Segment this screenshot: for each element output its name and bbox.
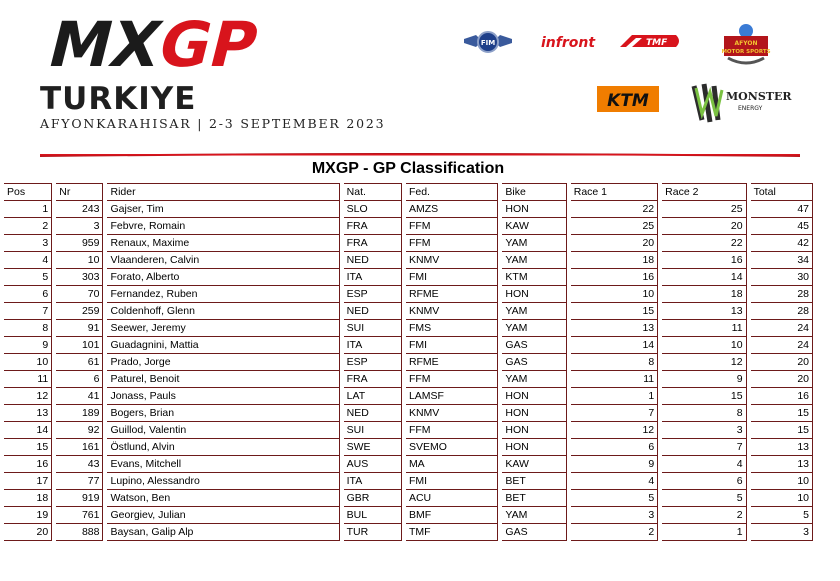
row-nat: FRA xyxy=(344,371,402,388)
row-race1: 16 xyxy=(571,269,658,286)
infront-logo-icon xyxy=(540,33,594,51)
row-pos: 1 xyxy=(4,201,52,218)
row-race1: 15 xyxy=(571,303,658,320)
row-bike: GAS xyxy=(502,354,566,371)
row-rider: Febvre, Romain xyxy=(107,218,339,235)
row-race1: 14 xyxy=(571,337,658,354)
table-row xyxy=(4,490,813,507)
row-race1: 2 xyxy=(571,524,658,541)
row-fed: RFME xyxy=(406,286,498,303)
col-header-bike: Bike xyxy=(502,183,566,201)
row-rider: Bogers, Brian xyxy=(107,405,339,422)
svg-text:MOTOR SPORTS: MOTOR SPORTS xyxy=(721,49,771,55)
row-race2: 1 xyxy=(662,524,746,541)
row-nat: LAT xyxy=(344,388,402,405)
svg-text:ENERGY: ENERGY xyxy=(738,105,763,112)
row-total: 34 xyxy=(751,252,813,269)
row-race2: 7 xyxy=(662,439,746,456)
row-pos: 16 xyxy=(4,456,52,473)
row-race2: 2 xyxy=(662,507,746,524)
row-total: 16 xyxy=(751,388,813,405)
row-nat: NED xyxy=(344,405,402,422)
row-fed: SVEMO xyxy=(406,439,498,456)
row-nr: 959 xyxy=(56,235,103,252)
row-fed: FMS xyxy=(406,320,498,337)
svg-text:MONSTER: MONSTER xyxy=(726,90,792,103)
row-race1: 10 xyxy=(571,286,658,303)
row-pos: 17 xyxy=(4,473,52,490)
row-race2: 11 xyxy=(662,320,746,337)
row-nr: 101 xyxy=(56,337,103,354)
row-total: 15 xyxy=(751,405,813,422)
row-race2: 4 xyxy=(662,456,746,473)
row-nat: NED xyxy=(344,252,402,269)
row-rider: Vlaanderen, Calvin xyxy=(107,252,339,269)
row-race2: 14 xyxy=(662,269,746,286)
row-race2: 5 xyxy=(662,490,746,507)
row-pos: 19 xyxy=(4,507,52,524)
row-race2: 15 xyxy=(662,388,746,405)
col-header-nr: Nr xyxy=(56,183,103,201)
row-bike: GAS xyxy=(502,337,566,354)
row-total: 28 xyxy=(751,286,813,303)
row-bike: GAS xyxy=(502,524,566,541)
row-total: 42 xyxy=(751,235,813,252)
row-race1: 13 xyxy=(571,320,658,337)
row-race1: 8 xyxy=(571,354,658,371)
row-pos: 5 xyxy=(4,269,52,286)
row-nr: 243 xyxy=(56,201,103,218)
row-nat: GBR xyxy=(344,490,402,507)
table-row xyxy=(4,320,813,337)
document-title: MXGP - GP Classification xyxy=(311,160,505,177)
row-nr: 10 xyxy=(56,252,103,269)
col-header-race2: Race 2 xyxy=(662,183,746,201)
row-pos: 7 xyxy=(4,303,52,320)
row-pos: 11 xyxy=(4,371,52,388)
row-bike: HON xyxy=(502,439,566,456)
row-fed: FFM xyxy=(406,422,498,439)
row-pos: 3 xyxy=(4,235,52,252)
row-total: 24 xyxy=(751,337,813,354)
row-bike: BET xyxy=(502,490,566,507)
col-header-fed: Fed. xyxy=(406,183,498,201)
monster-logo-icon xyxy=(690,80,792,128)
row-rider: Jonass, Pauls xyxy=(107,388,339,405)
row-bike: BET xyxy=(502,473,566,490)
row-nat: ITA xyxy=(344,337,402,354)
row-pos: 15 xyxy=(4,439,52,456)
table-header-row xyxy=(4,183,813,201)
row-bike: YAM xyxy=(502,371,566,388)
row-fed: FFM xyxy=(406,218,498,235)
row-bike: HON xyxy=(502,201,566,218)
row-bike: YAM xyxy=(502,320,566,337)
row-total: 10 xyxy=(751,473,813,490)
table-row xyxy=(4,371,813,388)
row-race1: 1 xyxy=(571,388,658,405)
row-total: 5 xyxy=(751,507,813,524)
row-race2: 18 xyxy=(662,286,746,303)
row-pos: 10 xyxy=(4,354,52,371)
row-pos: 12 xyxy=(4,388,52,405)
row-pos: 14 xyxy=(4,422,52,439)
row-pos: 18 xyxy=(4,490,52,507)
row-nr: 3 xyxy=(56,218,103,235)
row-fed: TMF xyxy=(406,524,498,541)
row-bike: YAM xyxy=(502,235,566,252)
svg-text:AFYON: AFYON xyxy=(734,40,758,47)
ktm-logo-icon xyxy=(597,86,659,112)
table-row xyxy=(4,252,813,269)
table-row xyxy=(4,218,813,235)
row-bike: KTM xyxy=(502,269,566,286)
row-rider: Renaux, Maxime xyxy=(107,235,339,252)
table-row xyxy=(4,422,813,439)
row-nat: SUI xyxy=(344,422,402,439)
row-fed: ACU xyxy=(406,490,498,507)
row-rider: Fernandez, Ruben xyxy=(107,286,339,303)
row-race1: 11 xyxy=(571,371,658,388)
row-race1: 25 xyxy=(571,218,658,235)
row-fed: FFM xyxy=(406,371,498,388)
row-nr: 41 xyxy=(56,388,103,405)
row-total: 45 xyxy=(751,218,813,235)
row-race1: 9 xyxy=(571,456,658,473)
row-pos: 8 xyxy=(4,320,52,337)
row-nr: 919 xyxy=(56,490,103,507)
row-race2: 13 xyxy=(662,303,746,320)
row-rider: Guillod, Valentin xyxy=(107,422,339,439)
row-nr: 43 xyxy=(56,456,103,473)
row-nat: ESP xyxy=(344,354,402,371)
row-fed: RFME xyxy=(406,354,498,371)
row-race2: 6 xyxy=(662,473,746,490)
svg-text:KTM: KTM xyxy=(607,91,649,111)
row-total: 30 xyxy=(751,269,813,286)
row-nat: ESP xyxy=(344,286,402,303)
row-nr: 761 xyxy=(56,507,103,524)
row-rider: Paturel, Benoit xyxy=(107,371,339,388)
row-total: 15 xyxy=(751,422,813,439)
row-race1: 3 xyxy=(571,507,658,524)
row-race1: 7 xyxy=(571,405,658,422)
col-header-pos: Pos xyxy=(4,183,52,201)
row-race1: 20 xyxy=(571,235,658,252)
table-row xyxy=(4,269,813,286)
mxgp-logo-mx: MX xyxy=(41,8,169,81)
row-nat: NED xyxy=(344,303,402,320)
row-race2: 22 xyxy=(662,235,746,252)
row-nat: SUI xyxy=(344,320,402,337)
table-row xyxy=(4,456,813,473)
row-nat: ITA xyxy=(344,269,402,286)
row-race1: 12 xyxy=(571,422,658,439)
header-swoosh xyxy=(40,148,800,160)
row-race2: 16 xyxy=(662,252,746,269)
fim-logo-icon xyxy=(462,30,514,56)
row-rider: Gajser, Tim xyxy=(107,201,339,218)
row-rider: Watson, Ben xyxy=(107,490,339,507)
row-pos: 4 xyxy=(4,252,52,269)
row-nat: SLO xyxy=(344,201,402,218)
row-bike: HON xyxy=(502,405,566,422)
row-nat: BUL xyxy=(344,507,402,524)
row-total: 3 xyxy=(751,524,813,541)
mxgp-logo-gp: GP xyxy=(151,8,266,81)
col-header-nat: Nat. xyxy=(344,183,402,201)
row-fed: LAMSF xyxy=(406,388,498,405)
row-nr: 61 xyxy=(56,354,103,371)
table-row xyxy=(4,473,813,490)
event-name: TURKIYE xyxy=(40,81,197,117)
table-row xyxy=(4,235,813,252)
event-subtitle: AFYONKARAHISAR | 2-3 SEPTEMBER 2023 xyxy=(40,116,386,131)
row-rider: Baysan, Galip Alp xyxy=(107,524,339,541)
row-rider: Guadagnini, Mattia xyxy=(107,337,339,354)
row-total: 13 xyxy=(751,439,813,456)
table-row xyxy=(4,524,813,541)
table-row xyxy=(4,388,813,405)
row-race1: 18 xyxy=(571,252,658,269)
table-row xyxy=(4,286,813,303)
row-nr: 77 xyxy=(56,473,103,490)
row-rider: Östlund, Alvin xyxy=(107,439,339,456)
row-total: 20 xyxy=(751,354,813,371)
row-total: 10 xyxy=(751,490,813,507)
page-header xyxy=(0,0,840,160)
svg-text:infront: infront xyxy=(541,35,596,51)
col-header-race1: Race 1 xyxy=(571,183,658,201)
row-fed: KNMV xyxy=(406,405,498,422)
row-total: 13 xyxy=(751,456,813,473)
row-rider: Evans, Mitchell xyxy=(107,456,339,473)
row-fed: FFM xyxy=(406,235,498,252)
row-nat: TUR xyxy=(344,524,402,541)
row-fed: KNMV xyxy=(406,252,498,269)
row-nr: 259 xyxy=(56,303,103,320)
row-bike: HON xyxy=(502,388,566,405)
row-race1: 22 xyxy=(571,201,658,218)
row-bike: YAM xyxy=(502,507,566,524)
table-row xyxy=(4,354,813,371)
row-race2: 9 xyxy=(662,371,746,388)
row-fed: AMZS xyxy=(406,201,498,218)
row-pos: 2 xyxy=(4,218,52,235)
row-race1: 5 xyxy=(571,490,658,507)
mxgp-logo xyxy=(40,8,270,81)
table-row xyxy=(4,201,813,218)
row-total: 47 xyxy=(751,201,813,218)
col-header-total: Total xyxy=(751,183,813,201)
row-nr: 6 xyxy=(56,371,103,388)
row-race2: 8 xyxy=(662,405,746,422)
row-race2: 3 xyxy=(662,422,746,439)
row-bike: HON xyxy=(502,422,566,439)
table-row xyxy=(4,337,813,354)
row-pos: 13 xyxy=(4,405,52,422)
row-total: 20 xyxy=(751,371,813,388)
row-race1: 6 xyxy=(571,439,658,456)
svg-text:TMF: TMF xyxy=(646,38,668,48)
row-nr: 303 xyxy=(56,269,103,286)
row-fed: KNMV xyxy=(406,303,498,320)
row-bike: YAM xyxy=(502,303,566,320)
row-total: 24 xyxy=(751,320,813,337)
row-fed: FMI xyxy=(406,269,498,286)
mxgp-logo-icon xyxy=(40,8,270,81)
row-nr: 888 xyxy=(56,524,103,541)
row-bike: KAW xyxy=(502,456,566,473)
table-row xyxy=(4,405,813,422)
row-race2: 10 xyxy=(662,337,746,354)
row-rider: Seewer, Jeremy xyxy=(107,320,339,337)
tmf-logo-icon xyxy=(618,31,684,51)
row-fed: BMF xyxy=(406,507,498,524)
row-pos: 6 xyxy=(4,286,52,303)
table-row xyxy=(4,303,813,320)
row-rider: Forato, Alberto xyxy=(107,269,339,286)
row-fed: FMI xyxy=(406,473,498,490)
row-pos: 9 xyxy=(4,337,52,354)
row-nat: SWE xyxy=(344,439,402,456)
msc-logo-icon xyxy=(722,22,770,68)
row-nr: 92 xyxy=(56,422,103,439)
row-bike: YAM xyxy=(502,252,566,269)
row-bike: HON xyxy=(502,286,566,303)
row-nat: FRA xyxy=(344,218,402,235)
col-header-rider: Rider xyxy=(107,183,339,201)
classification-table xyxy=(4,183,813,541)
row-nr: 70 xyxy=(56,286,103,303)
row-rider: Coldenhoff, Glenn xyxy=(107,303,339,320)
table-row xyxy=(4,507,813,524)
row-race2: 25 xyxy=(662,201,746,218)
row-nat: AUS xyxy=(344,456,402,473)
row-nr: 189 xyxy=(56,405,103,422)
row-bike: KAW xyxy=(502,218,566,235)
row-rider: Prado, Jorge xyxy=(107,354,339,371)
row-race1: 4 xyxy=(571,473,658,490)
row-nat: FRA xyxy=(344,235,402,252)
row-fed: MA xyxy=(406,456,498,473)
row-race2: 20 xyxy=(662,218,746,235)
row-nr: 91 xyxy=(56,320,103,337)
row-fed: FMI xyxy=(406,337,498,354)
row-total: 28 xyxy=(751,303,813,320)
row-nr: 161 xyxy=(56,439,103,456)
row-rider: Lupino, Alessandro xyxy=(107,473,339,490)
svg-text:FIM: FIM xyxy=(480,39,496,47)
row-rider: Georgiev, Julian xyxy=(107,507,339,524)
row-race2: 12 xyxy=(662,354,746,371)
row-nat: ITA xyxy=(344,473,402,490)
row-pos: 20 xyxy=(4,524,52,541)
table-row xyxy=(4,439,813,456)
